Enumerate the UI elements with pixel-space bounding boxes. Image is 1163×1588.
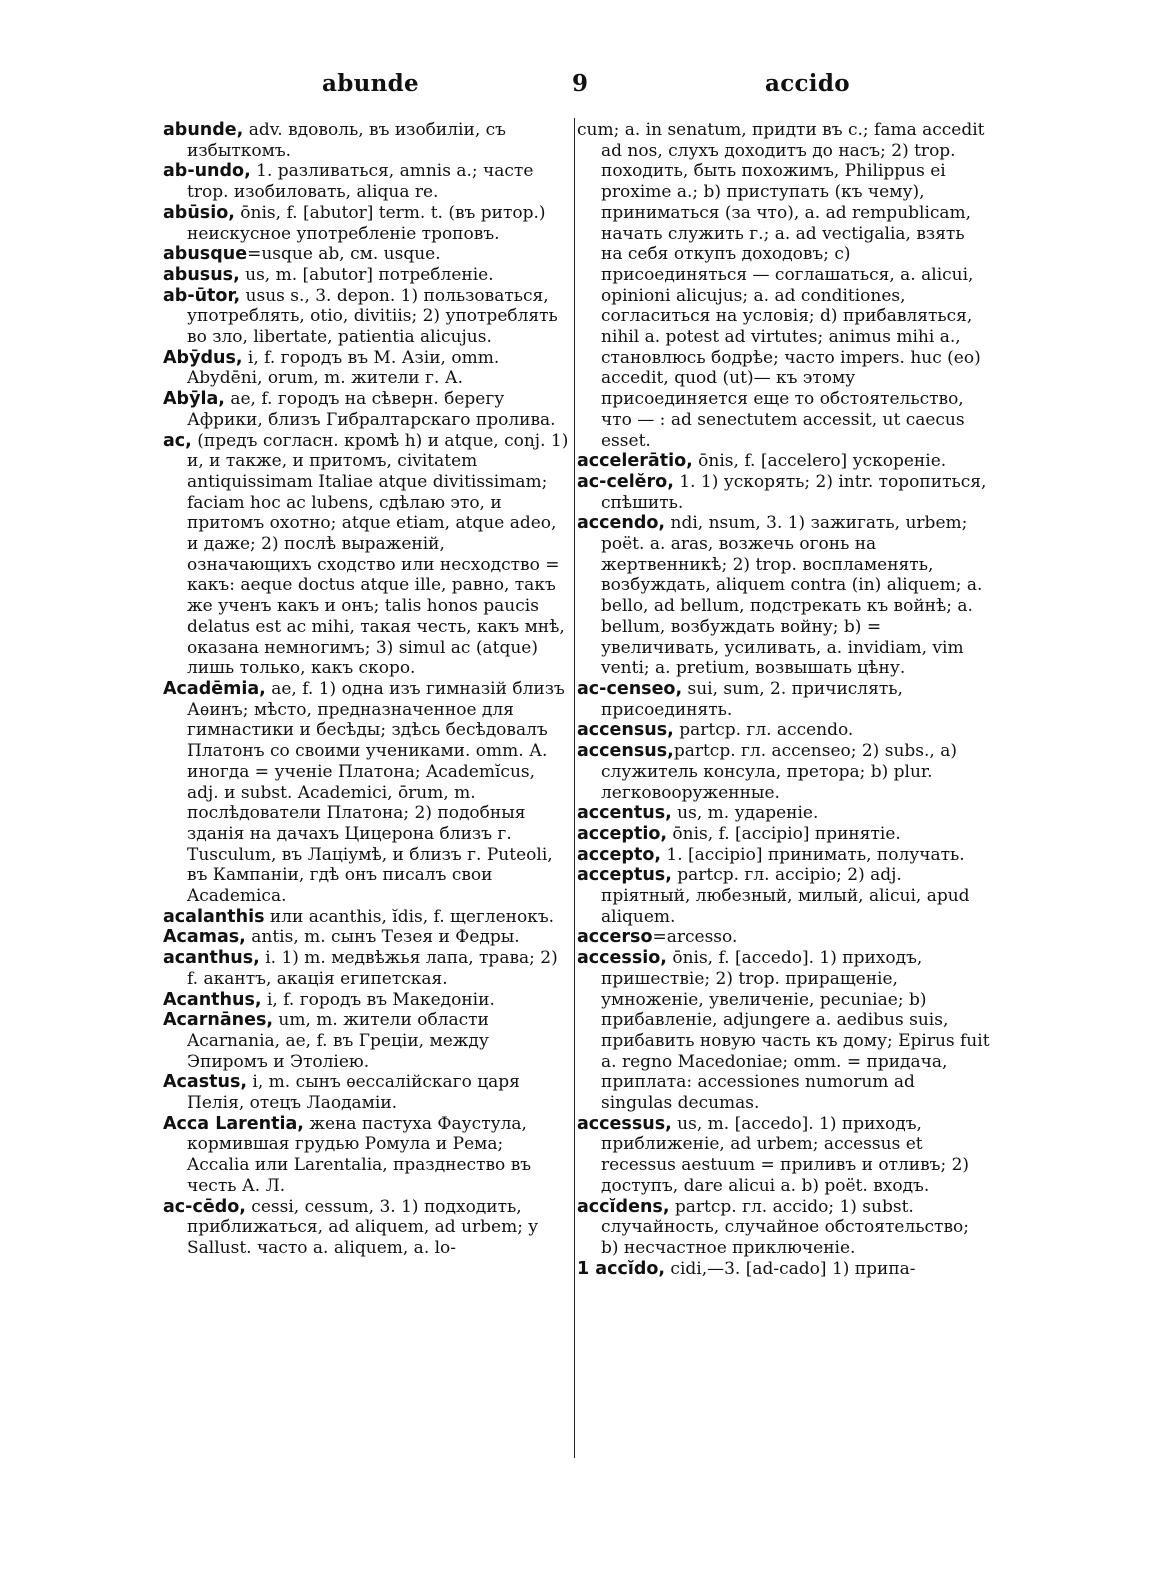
entry-headword: accendo, xyxy=(577,513,666,534)
running-head-right: accido xyxy=(765,70,850,97)
dictionary-entry xyxy=(163,927,570,948)
entry-headword: acanthus, xyxy=(163,948,260,969)
entry-headword: ac, xyxy=(163,430,192,451)
dictionary-entry xyxy=(577,741,990,803)
entry-definition: 1. разливаться, amnis a.; часте trop. изобиловать, aliqua re. xyxy=(187,161,534,203)
entry-headword: Abȳdus, xyxy=(163,347,243,368)
entry-definition: adv. вдоволь, въ изобилiи, съ избыткомъ. xyxy=(187,120,506,161)
dictionary-entry xyxy=(163,348,570,389)
running-head-left: abunde xyxy=(322,70,419,97)
dictionary-entry xyxy=(163,265,570,286)
dictionary-entry xyxy=(163,203,570,244)
dictionary-entry xyxy=(577,472,990,513)
entry-headword: ac-cēdo, xyxy=(163,1196,246,1217)
dictionary-entry xyxy=(577,1197,990,1259)
entry-headword: Acastus, xyxy=(163,1072,248,1093)
dictionary-entry xyxy=(577,451,990,472)
entry-headword: accĭdens, xyxy=(577,1196,670,1217)
entry-headword: Acca Larentia, xyxy=(163,1113,304,1134)
dictionary-entry xyxy=(163,244,570,265)
entry-definition: partcp. гл. accido; 1) subst. случайность, случайное обстоятельство; b) несчастное приключенiе. xyxy=(601,1196,969,1258)
entry-headword: ac-celĕro, xyxy=(577,471,674,492)
entry-headword: ab-ūtor, xyxy=(163,285,241,306)
entry-headword: accepto, xyxy=(577,844,661,865)
dictionary-entry xyxy=(163,948,570,989)
entry-headword: acalanthis xyxy=(163,906,265,927)
entry-definition: ōnis, f. [accipio] принятiе. xyxy=(667,823,901,844)
entry-definition: 1. 1) ускорять; 2) intr. торопиться, спѣшить. xyxy=(601,471,987,513)
entry-headword: acceptus, xyxy=(577,865,672,886)
entry-headword: Acadēmia, xyxy=(163,678,266,699)
entry-headword: Acarnānes, xyxy=(163,1010,274,1031)
entry-definition: ae, f. городъ на сѣверн. берегу Африки, близъ Гибралтарскаго пролива. xyxy=(187,389,556,430)
entry-headword: abūsio, xyxy=(163,202,235,223)
entry-definition: um, m. жители области Acarnania, ae, f. въ Грецiи, между Эпиромъ и Этолiею. xyxy=(187,1010,489,1072)
entry-definition: i. 1) m. медвѣжья лапа, трава; 2) f. акантъ, акацiя египетская. xyxy=(187,948,558,989)
entry-headword: abunde, xyxy=(163,120,244,140)
entry-definition: cessi, cessum, 3. 1) подходить, приближаться, ad aliquem, ad urbem; y Sallust. часто a. aliquem, a. lo- xyxy=(187,1196,538,1258)
entry-headword: accentus, xyxy=(577,803,672,824)
left-column xyxy=(163,120,570,1259)
dictionary-entry xyxy=(163,389,570,430)
dictionary-entry xyxy=(577,120,990,451)
entry-definition: =arcesso. xyxy=(652,927,738,948)
entry-definition: i, f. городъ въ М. Азiи, omm. Abydēni, orum, m. жители г. А. xyxy=(187,347,500,389)
entry-headword: Acamas, xyxy=(163,927,246,948)
entry-definition: partcp. гл. accendo. xyxy=(673,720,854,741)
right-column xyxy=(577,120,990,1279)
entry-definition: cum; a. in senatum, придти въ с.; fama accedit ad nos, слухъ доходитъ до насъ; 2) trop. походить, быть похожимъ, Philippus ei proxime a.; b) приступать (къ чему), приниматься (за что), a. ad rempublicam, начать служить г.; a. ad vectigalia, взять на себя откупъ доходовъ; c) присоединяться — соглашаться, a. alicui, opinioni alicujus; a. ad conditiones, согласиться на условiя; d) прибавляться, nihil a. potest ad virtutes; animus mihi a., становлюсь бодрѣе; часто impers. huc (eo) accedit, quod (ut)— къ этому присоединяется еще то обстоятельство, что — : ad senectutem accessit, ut caecus esset. xyxy=(577,120,985,451)
dictionary-entry xyxy=(163,431,570,679)
entry-headword: accessio, xyxy=(577,948,667,969)
entry-headword: acceptio, xyxy=(577,823,667,844)
dictionary-entry xyxy=(577,865,990,927)
entry-definition: или acanthis, ĭdis, f. щегленокъ. xyxy=(264,906,555,927)
entry-headword: ab-undo, xyxy=(163,161,251,182)
entry-definition: (предъ согласн. кромѣ h) и atque, conj. 1) и, и также, и притомъ, civitatem antiquissimam Italiae atque divitissimam; faciam hoc ac lubens, сдѣлаю это, и притомъ охотно; atque etiam, atque adeo, и даже; 2) послѣ выраженiй, означающихъ сходство или несходство = какъ: aeque doctus atque ille, равно, такъ же ученъ какъ и онъ; talis honos paucis delatus est ac mihi, такая честь, какъ мнѣ, оказана немногимъ; 3) simul ac (atque) лишь только, какъ скоро. xyxy=(187,430,569,679)
entry-definition: sui, sum, 2. причислять, присоединять. xyxy=(601,678,903,720)
dictionary-entry xyxy=(163,1010,570,1072)
column-divider xyxy=(574,118,575,1458)
entry-definition: жена пастуха Фаустула, кормившая грудью Ромула и Рема; Accalia или Larentalia, празднество въ честь А. Л. xyxy=(187,1113,532,1196)
dictionary-entry xyxy=(163,1114,570,1197)
dictionary-entry xyxy=(577,1259,990,1280)
entry-headword: Acanthus, xyxy=(163,989,262,1010)
page-header xyxy=(0,70,1163,104)
entry-headword: accensus, xyxy=(577,741,674,762)
entry-definition: antis, m. сынъ Тезея и Федры. xyxy=(245,927,520,948)
entry-definition: partcp. гл. accenseo; 2) subs., a) служитель консула, претора; b) plur. легковооруженные. xyxy=(601,741,957,803)
entry-definition: ndi, nsum, 3. 1) зажигать, urbem; poët. a. aras, возжечь огонь на жертвенникѣ; 2) trop. воспламенять, возбуждать, aliquem contra (in) aliquem; a. bello, ad bellum, подстрекать къ войнѣ; a. bellum, возбуждать войну; b) = увеличивать, усиливать, a. invidiam, vim venti; a. pretium, возвышать цѣну. xyxy=(601,513,983,679)
dictionary-entry xyxy=(163,990,570,1011)
entry-definition: partcp. гл. accipio; 2) adj. прiятный, любезный, милый, alicui, apud aliquem. xyxy=(601,865,970,927)
dictionary-entry xyxy=(577,927,990,948)
dictionary-entry xyxy=(577,513,990,679)
entry-headword: accelerātio, xyxy=(577,451,693,472)
entry-definition: i, f. городъ въ Македонiи. xyxy=(261,989,495,1010)
page-number: 9 xyxy=(572,70,589,97)
entry-headword: 1 accĭdo, xyxy=(577,1258,666,1279)
dictionary-entry xyxy=(577,1114,990,1197)
entry-definition: i, m. сынъ ѳессалiйскаго царя Пелiя, отецъ Лаодамiи. xyxy=(187,1072,520,1114)
entry-headword: accensus, xyxy=(577,720,674,741)
entry-definition: =usque ab, см. usque. xyxy=(247,244,441,265)
entry-definition: us, m. ударенiе. xyxy=(671,803,819,824)
entry-headword: accessus, xyxy=(577,1113,672,1134)
dictionary-entry xyxy=(163,679,570,907)
entry-headword: abusque xyxy=(163,244,248,265)
entry-headword: abusus, xyxy=(163,264,240,285)
dictionary-entry xyxy=(163,161,570,202)
entry-headword: ac-censeo, xyxy=(577,678,683,699)
entry-definition: ōnis, f. [accelero] ускоренiе. xyxy=(692,451,947,472)
dictionary-entry xyxy=(577,679,990,720)
dictionary-entry xyxy=(163,907,570,928)
dictionary-entry xyxy=(163,286,570,348)
entry-definition: ōnis, f. [abutor] term. t. (въ ритор.) неискусное употребленiе троповъ. xyxy=(187,202,546,244)
entry-definition: us, m. [abutor] потребленiе. xyxy=(239,264,494,285)
entry-definition: ōnis, f. [accedo]. 1) приходъ, пришествiе; 2) trop. приращенiе, умноженiе, увеличенiе, pecuniae; b) прибавленiе, adjungere a. aedibus suis, прибавить новую часть къ дому; Epirus fuit a. regno Macedoniae; omm. = придача, приплата: accessiones numorum ad singulas decumas. xyxy=(601,948,990,1114)
dictionary-entry xyxy=(163,1197,570,1259)
dictionary-entry xyxy=(577,845,990,866)
dictionary-entry xyxy=(577,948,990,1114)
dictionary-entry xyxy=(163,120,570,161)
entry-definition: ae, f. 1) одна изъ гимназiй близъ Аѳинъ; мѣсто, предназначенное для гимнастики и бесѣды; здѣсь бесѣдовалъ Платонъ со своими учениками. omm. А. иногда = ученiе Платона; Academĭcus, adj. и subst. Academici, ōrum, m. послѣдователи Платона; 2) подобныя зданiя на дачахъ Цицерона близъ г. Tusculum, въ Лацiумѣ, и близъ г. Puteoli, въ Кампанiи, гдѣ онъ писалъ свои Academica. xyxy=(187,678,565,907)
dictionary-entry xyxy=(577,803,990,824)
dictionary-entry xyxy=(577,824,990,845)
entry-definition: 1. [accipio] принимать, получать. xyxy=(661,844,965,865)
dictionary-entry xyxy=(163,1072,570,1113)
entry-headword: accerso xyxy=(577,927,653,948)
entry-definition: usus s., 3. depon. 1) пользоваться, употреблять, otio, divitiis; 2) употреблять во зло, libertate, patientia alicujus. xyxy=(187,285,558,348)
entry-definition: cidi,—3. [ad-cado] 1) припа- xyxy=(665,1258,916,1279)
dictionary-entry xyxy=(577,720,990,741)
entry-headword: Abȳla, xyxy=(163,389,225,410)
entry-definition: us, m. [accedo]. 1) приходъ, приближенiе, ad urbem; accessus et recessus aestuum = приливъ и отливъ; 2) доступъ, dare alicui a. b) poët. входъ. xyxy=(601,1113,970,1196)
